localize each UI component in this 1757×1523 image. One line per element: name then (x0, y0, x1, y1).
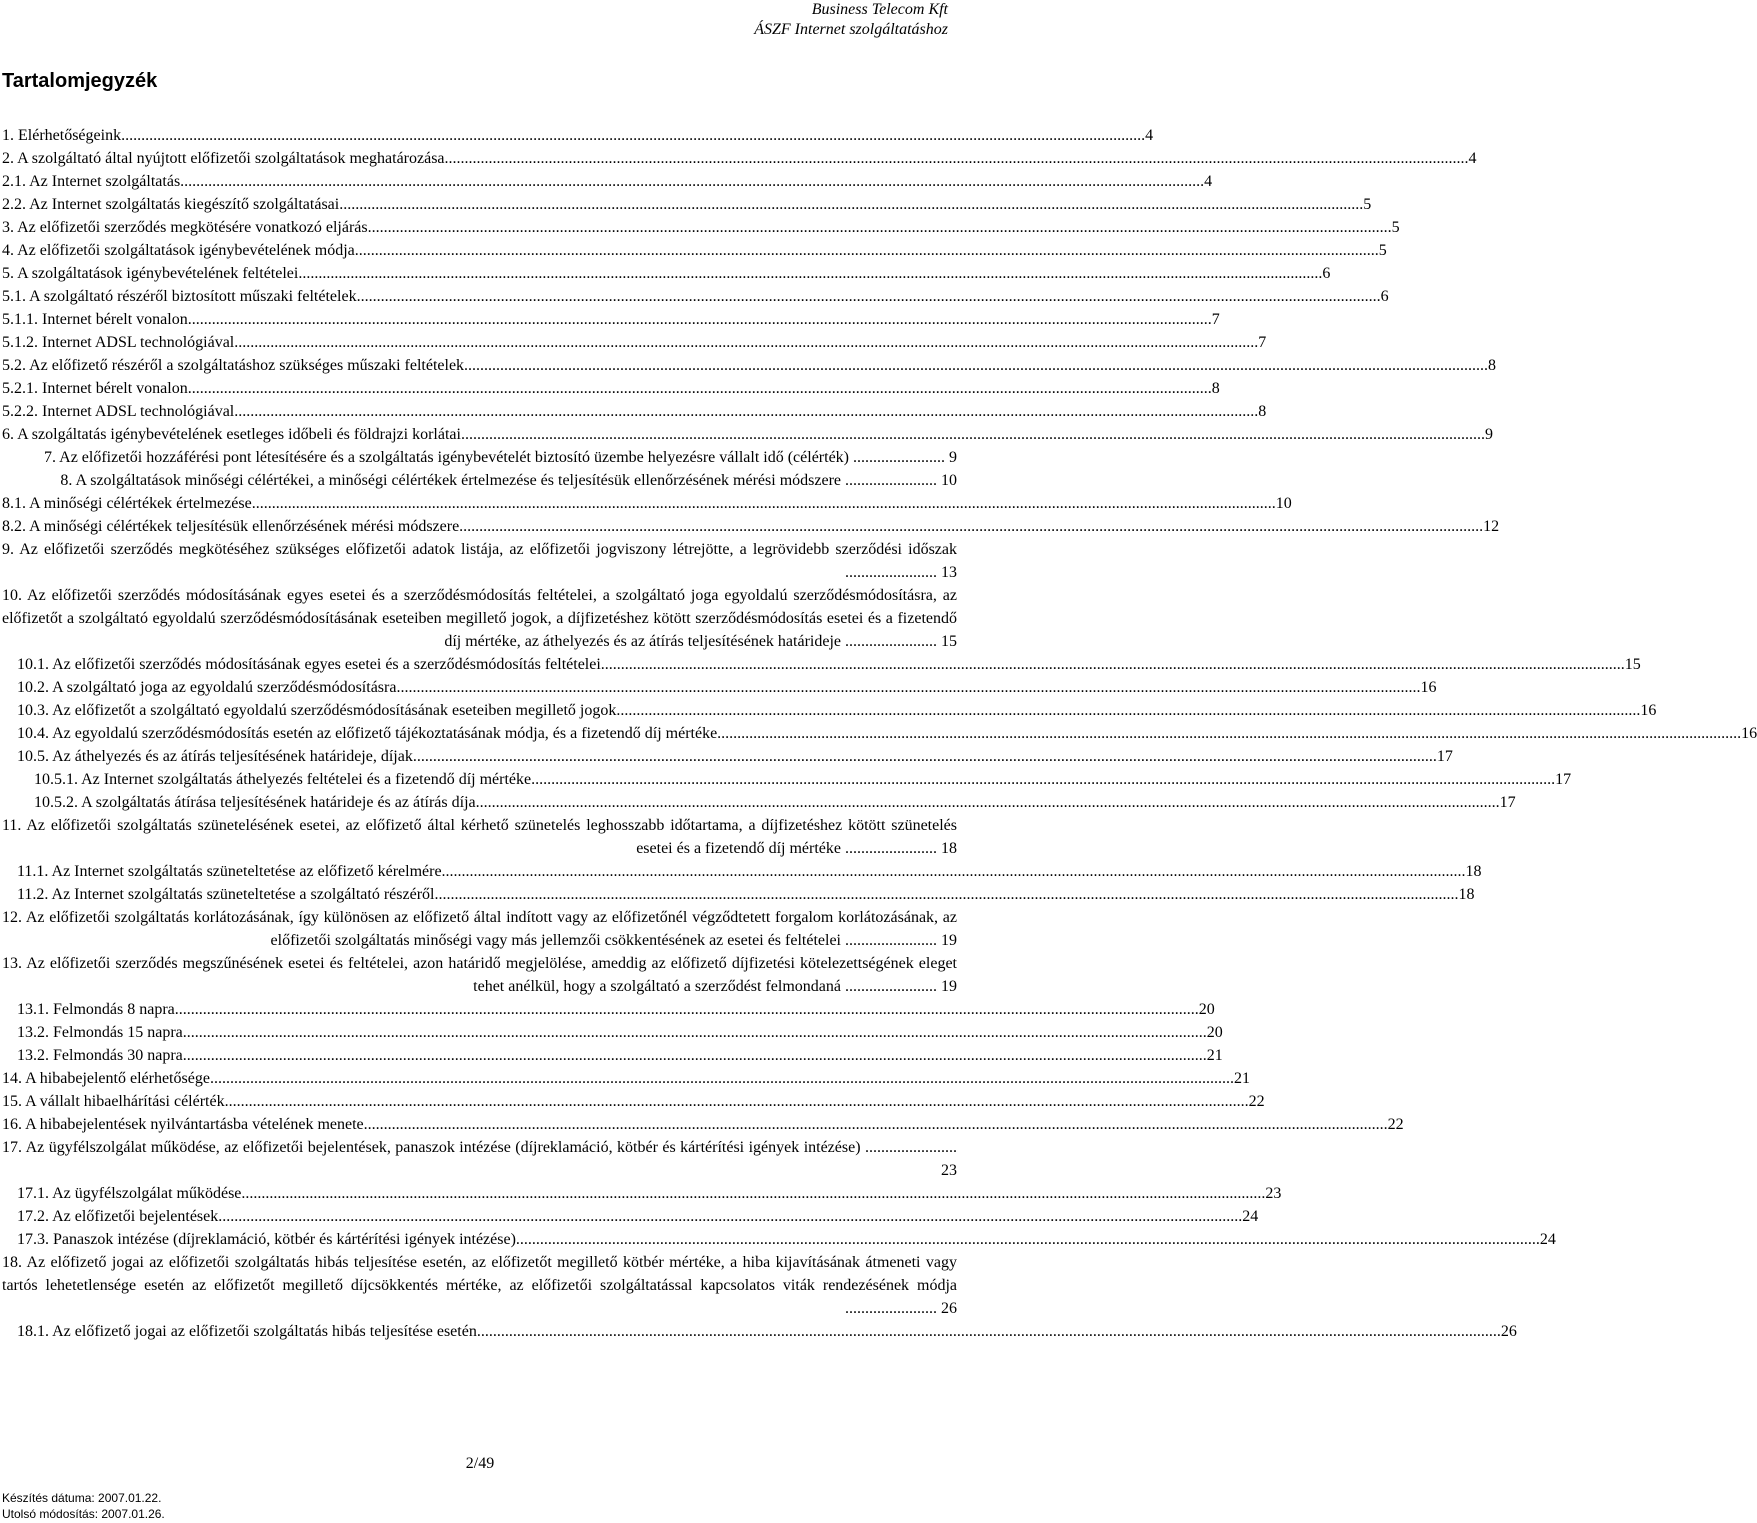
toc-page: 21 (1206, 1047, 1223, 1064)
toc-entry[interactable] (2, 1090, 1265, 1113)
toc-entry-text: 17.3. Panaszok intézése (díjreklamáció, kötbér és kártérítési igények intézése) (17, 1231, 516, 1248)
toc-leader (445, 147, 1469, 170)
toc-page: 17 (1436, 748, 1453, 765)
toc-page: 18 (941, 840, 957, 857)
toc-leader (364, 1113, 1388, 1136)
toc-entry-text: 17.1. Az ügyfélszolgálat működése (17, 1185, 242, 1202)
toc-page: 8 (1488, 357, 1497, 374)
toc-entry[interactable] (2, 1251, 957, 1320)
toc-leader: ....................... (841, 472, 941, 489)
toc-leader: ....................... (841, 840, 941, 857)
toc-leader (339, 193, 1363, 216)
toc-page: 4 (1204, 173, 1213, 190)
toc-entry-text: 11.1. Az Internet szolgáltatás szüneteltetése az előfizető kérelmére (17, 863, 442, 880)
toc-entry-text: 8. A szolgáltatások minőségi célértékei, a minőségi célértékek értelmezése és teljesítésük ellenőrzésének mérési módszere (60, 472, 841, 489)
page-number: 2/49 (465, 1455, 495, 1472)
toc-entry[interactable] (2, 1205, 1259, 1228)
toc-entry-text: 17. Az ügyfélszolgálat működése, az előfizetői bejelentések, panaszok intézése (díjreklamáció, kötbér és kártérítési igények intézése) (2, 1139, 861, 1156)
toc-page: 16 (1640, 702, 1657, 719)
toc-entry-text: 5.1.2. Internet ADSL technológiával (2, 334, 235, 351)
toc-entry-text: 15. A vállalt hibaelhárítási célérték (2, 1093, 225, 1110)
toc-entry[interactable] (2, 998, 1215, 1021)
table-of-contents (2, 124, 1757, 1343)
toc-entry-text: 17.2. Az előfizetői bejelentések (17, 1208, 219, 1225)
toc-leader (476, 791, 1500, 814)
toc-leader (464, 354, 1488, 377)
toc-leader (717, 722, 1741, 745)
toc-entry[interactable] (2, 538, 957, 584)
toc-entry[interactable] (2, 584, 957, 653)
toc-leader (461, 423, 1485, 446)
toc-entry-text: 16. A hibabejelentések nyilvántartásba vételének menete (2, 1116, 364, 1133)
toc-leader (210, 1067, 1234, 1090)
toc-page: 23 (941, 1162, 957, 1179)
toc-page: 5 (1391, 219, 1400, 236)
toc-page: 21 (1233, 1070, 1250, 1087)
toc-entry-text: 7. Az előfizetői hozzáférési pont létesítésére és a szolgáltatás igénybevételét biztosító üzembe helyezésre vállalt idő (célérték) (44, 449, 849, 466)
toc-leader: ....................... (841, 633, 941, 650)
toc-entry[interactable] (2, 676, 1437, 699)
toc-leader: ....................... (849, 449, 949, 466)
toc-entry-text: 18. Az előfizető jogai az előfizetői szolgáltatás hibás teljesítése esetén, az előfizetőt megillető kötbér mértéke, a hiba kijavításának átmeneti vagy tartós lehetetlensége esetén az előfizetőt megillető díjcsökkentés mértéke, az előfizetői szolgáltatással kapcsolatos viták rendezésének módja (2, 1254, 957, 1294)
toc-entry-text: 3. Az előfizetői szerződés megkötésére vonatkozó eljárás (2, 219, 368, 236)
toc-leader: ....................... (845, 1300, 941, 1317)
toc-entry-text: 6. A szolgáltatás igénybevételének esetleges időbeli és földrajzi korlátai (2, 426, 461, 443)
toc-leader (183, 1044, 1207, 1067)
toc-leader (357, 285, 1381, 308)
toc-entry[interactable] (2, 1044, 1223, 1067)
toc-entry[interactable] (2, 860, 1482, 883)
toc-entry-text: 5.2.1. Internet bérelt vonalon (2, 380, 188, 397)
toc-entry-text: 10.5.2. A szolgáltatás átírása teljesítésének határideje és az átírás díja (34, 794, 476, 811)
toc-page: 24 (1242, 1208, 1259, 1225)
toc-leader (459, 515, 1483, 538)
toc-page: 8 (1258, 403, 1267, 420)
toc-page: 4 (1468, 150, 1477, 167)
toc-entry-text: 10.5.1. Az Internet szolgáltatás áthelyezés feltételei és a fizetendő díj mértéke (34, 771, 532, 788)
toc-page: 20 (1198, 1001, 1215, 1018)
toc-leader (234, 400, 1258, 423)
toc-leader (234, 331, 1258, 354)
toc-entry[interactable] (2, 1182, 1282, 1205)
toc-leader: ....................... (841, 932, 941, 949)
toc-page: 15 (941, 633, 957, 650)
toc-entry-text: 10. Az előfizetői szerződés módosításának egyes esetei és a szerződésmódosítás feltételei, a szolgáltató joga egyoldalú szerződésmódosításra, az előfizetőt a szolgáltató egyoldalú szerződésmódosításának eseteiben megillető jogok, a díjfizetéshez kötött szerződésmódosítás esetei és a fizetendő díj mértéke, az áthelyezés és az átírás teljesítésének határideje (2, 587, 957, 650)
toc-leader (531, 768, 1555, 791)
toc-page: 20 (1206, 1024, 1223, 1041)
toc-entry-text: 13.2. Felmondás 30 napra (17, 1047, 183, 1064)
toc-entry[interactable] (2, 906, 957, 952)
toc-leader: ....................... (841, 978, 941, 995)
toc-entry[interactable] (2, 653, 1641, 676)
toc-entry[interactable] (2, 400, 1267, 423)
toc-page: 13 (941, 564, 957, 581)
toc-page: 15 (1624, 656, 1641, 673)
toc-entry[interactable] (2, 124, 1154, 147)
toc-leader (188, 308, 1212, 331)
toc-page: 19 (941, 978, 957, 995)
toc-entry-text: 14. A hibabejelentő elérhetősége (2, 1070, 210, 1087)
toc-leader (298, 262, 1322, 285)
toc-leader (355, 239, 1379, 262)
toc-page: 26 (1500, 1323, 1517, 1340)
toc-entry-text: 1. Elérhetőségeink (2, 127, 122, 144)
toc-leader (368, 216, 1392, 239)
toc-entry[interactable] (2, 216, 1400, 239)
toc-entry-text: 5.2. Az előfizető részéről a szolgáltatáshoz szükséges műszaki feltételek (2, 357, 465, 374)
toc-entry[interactable] (2, 354, 1497, 377)
toc-entry-text: 9. Az előfizetői szerződés megkötéséhez szükséges előfizetői adatok listája, az előfizetői jogviszony létrejötte, a legrövidebb szerződési időszak (2, 541, 957, 558)
toc-page: 22 (1387, 1116, 1404, 1133)
toc-entry[interactable] (2, 699, 1657, 722)
toc-page: 5 (1363, 196, 1372, 213)
toc-entry-text: 10.1. Az előfizetői szerződés módosításának egyes esetei és a szerződésmódosítás feltételei (17, 656, 601, 673)
toc-entry-text: 4. Az előfizetői szolgáltatások igénybevételének módja (2, 242, 355, 259)
toc-entry-text: 12. Az előfizetői szolgáltatás korlátozásának, így különösen az előfizető által indított vagy az előfizetőnél végződtetett forgalom korlátozásának, az előfizetői szolgáltatás minőségi vagy más jellemzői csökkentésének az esetei és feltételei (2, 909, 957, 949)
toc-entry[interactable] (2, 262, 1331, 285)
toc-leader (516, 1228, 1540, 1251)
toc-entry-text: 11. Az előfizetői szolgáltatás szünetelésének esetei, az előfizető által kérhető szünetelés leghosszabb időtartama, a díjfizetéshez kötött szünetelés esetei és a fizetendő díj mértéke (2, 817, 957, 857)
toc-entry[interactable] (2, 722, 1757, 745)
toc-page: 23 (1265, 1185, 1282, 1202)
toc-leader (225, 1090, 1249, 1113)
toc-entry[interactable] (2, 745, 1453, 768)
toc-entry-text: 5.2.2. Internet ADSL technológiával (2, 403, 235, 420)
toc-page: 5 (1378, 242, 1387, 259)
toc-entry[interactable] (2, 170, 1213, 193)
toc-leader (121, 124, 1145, 147)
toc-page: 12 (1483, 518, 1500, 535)
toc-page: 17 (1555, 771, 1572, 788)
toc-page: 16 (1420, 679, 1437, 696)
toc-entry-text: 18.1. Az előfizető jogai az előfizetői szolgáltatás hibás teljesítése esetén (17, 1323, 477, 1340)
toc-entry[interactable] (2, 377, 1220, 400)
toc-entry[interactable] (2, 768, 1572, 791)
toc-entry[interactable] (2, 1113, 1404, 1136)
toc-leader (434, 883, 1458, 906)
page-footer (2, 1490, 165, 1522)
toc-entry-text: 13.1. Felmondás 8 napra (17, 1001, 175, 1018)
toc-leader (180, 170, 1204, 193)
toc-title: Tartalomjegyzék (2, 70, 158, 92)
toc-leader (601, 653, 1625, 676)
toc-entry-text: 5. A szolgáltatások igénybevételének feltételei (2, 265, 299, 282)
toc-page: 17 (1499, 794, 1516, 811)
toc-page: 7 (1211, 311, 1220, 328)
toc-page: 18 (1458, 886, 1475, 903)
toc-page: 10 (1275, 495, 1292, 512)
toc-leader (396, 676, 1420, 699)
toc-entry[interactable] (2, 285, 1389, 308)
toc-entry-text: 10.2. A szolgáltató joga az egyoldalú szerződésmódosításra (17, 679, 397, 696)
toc-page: 9 (949, 449, 957, 466)
toc-entry[interactable] (2, 883, 1475, 906)
toc-entry[interactable] (2, 1228, 1556, 1251)
toc-page: 19 (941, 932, 957, 949)
toc-page: 7 (1258, 334, 1267, 351)
toc-entry[interactable] (2, 147, 1477, 170)
toc-entry[interactable] (2, 308, 1220, 331)
toc-leader (413, 745, 1437, 768)
toc-entry[interactable] (2, 1021, 1223, 1044)
toc-entry[interactable] (2, 1067, 1250, 1090)
toc-entry[interactable] (2, 952, 957, 998)
toc-entry[interactable] (2, 492, 1292, 515)
toc-page: 16 (1741, 725, 1757, 742)
toc-entry-text: 13.2. Felmondás 15 napra (17, 1024, 183, 1041)
toc-entry[interactable] (2, 791, 1516, 814)
toc-entry-text: 10.4. Az egyoldalú szerződésmódosítás esetén az előfizető tájékoztatásának módja, és a fizetendő díj mértéke (17, 725, 718, 742)
toc-entry[interactable] (2, 239, 1387, 262)
toc-entry-text: 8.2. A minőségi célértékek teljesítésük ellenőrzésének mérési módszere (2, 518, 460, 535)
toc-leader (188, 377, 1212, 400)
toc-entry[interactable] (2, 515, 1500, 538)
footer-created: Készítés dátuma: 2007.01.22. (2, 1491, 162, 1505)
toc-leader (477, 1320, 1501, 1343)
toc-leader (218, 1205, 1242, 1228)
toc-entry-text: 5.1.1. Internet bérelt vonalon (2, 311, 188, 328)
toc-leader (616, 699, 1640, 722)
toc-leader: ....................... (860, 1139, 958, 1156)
toc-leader (183, 1021, 1207, 1044)
toc-page: 18 (1465, 863, 1482, 880)
toc-entry-text: 8.1. A minőségi célértékek értelmezése (2, 495, 252, 512)
toc-entry-text: 10.3. Az előfizetőt a szolgáltató egyoldalú szerződésmódosításának eseteiben megillető jogok (17, 702, 617, 719)
toc-leader (252, 492, 1276, 515)
toc-entry[interactable] (2, 1320, 1517, 1343)
toc-entry-text: 13. Az előfizetői szerződés megszűnésének esetei és feltételei, azon határidő megjelölése, ameddig az előfizető díjfizetési kötelezettségének eleget tehet anélkül, hogy a szolgáltató a szerződést felmondaná (2, 955, 957, 995)
toc-leader: ....................... (845, 564, 941, 581)
toc-entry[interactable] (2, 423, 1493, 446)
header-document: ÁSZF Internet szolgáltatáshoz (754, 21, 948, 38)
header-company: Business Telecom Kft (811, 1, 948, 18)
page-header (754, 0, 948, 40)
toc-page: 4 (1145, 127, 1154, 144)
footer-modified: Utolsó módosítás: 2007.01.26. (2, 1507, 165, 1521)
toc-leader (241, 1182, 1265, 1205)
toc-page: 26 (941, 1300, 957, 1317)
toc-entry-text: 2.2. Az Internet szolgáltatás kiegészítő szolgáltatásai (2, 196, 340, 213)
toc-page: 8 (1211, 380, 1220, 397)
toc-page: 10 (941, 472, 957, 489)
toc-leader (442, 860, 1466, 883)
toc-page: 24 (1539, 1231, 1556, 1248)
toc-entry[interactable] (2, 446, 957, 469)
toc-entry[interactable] (2, 193, 1372, 216)
toc-page: 6 (1322, 265, 1331, 282)
toc-entry-text: 2. A szolgáltató által nyújtott előfizetői szolgáltatások meghatározása (2, 150, 445, 167)
toc-entry[interactable] (2, 814, 957, 860)
toc-entry-text: 5.1. A szolgáltató részéről biztosított műszaki feltételek (2, 288, 357, 305)
toc-entry-text: 10.5. Az áthelyezés és az átírás teljesítésének határideje, díjak (17, 748, 413, 765)
toc-entry-text: 2.1. Az Internet szolgáltatás (2, 173, 181, 190)
toc-leader (175, 998, 1199, 1021)
toc-page: 9 (1484, 426, 1493, 443)
toc-page: 22 (1248, 1093, 1265, 1110)
toc-entry[interactable] (2, 1136, 957, 1182)
toc-entry[interactable] (2, 469, 957, 492)
toc-page: 6 (1380, 288, 1389, 305)
toc-entry-text: 11.2. Az Internet szolgáltatás szüneteltetése a szolgáltató részéről (17, 886, 435, 903)
toc-entry[interactable] (2, 331, 1267, 354)
